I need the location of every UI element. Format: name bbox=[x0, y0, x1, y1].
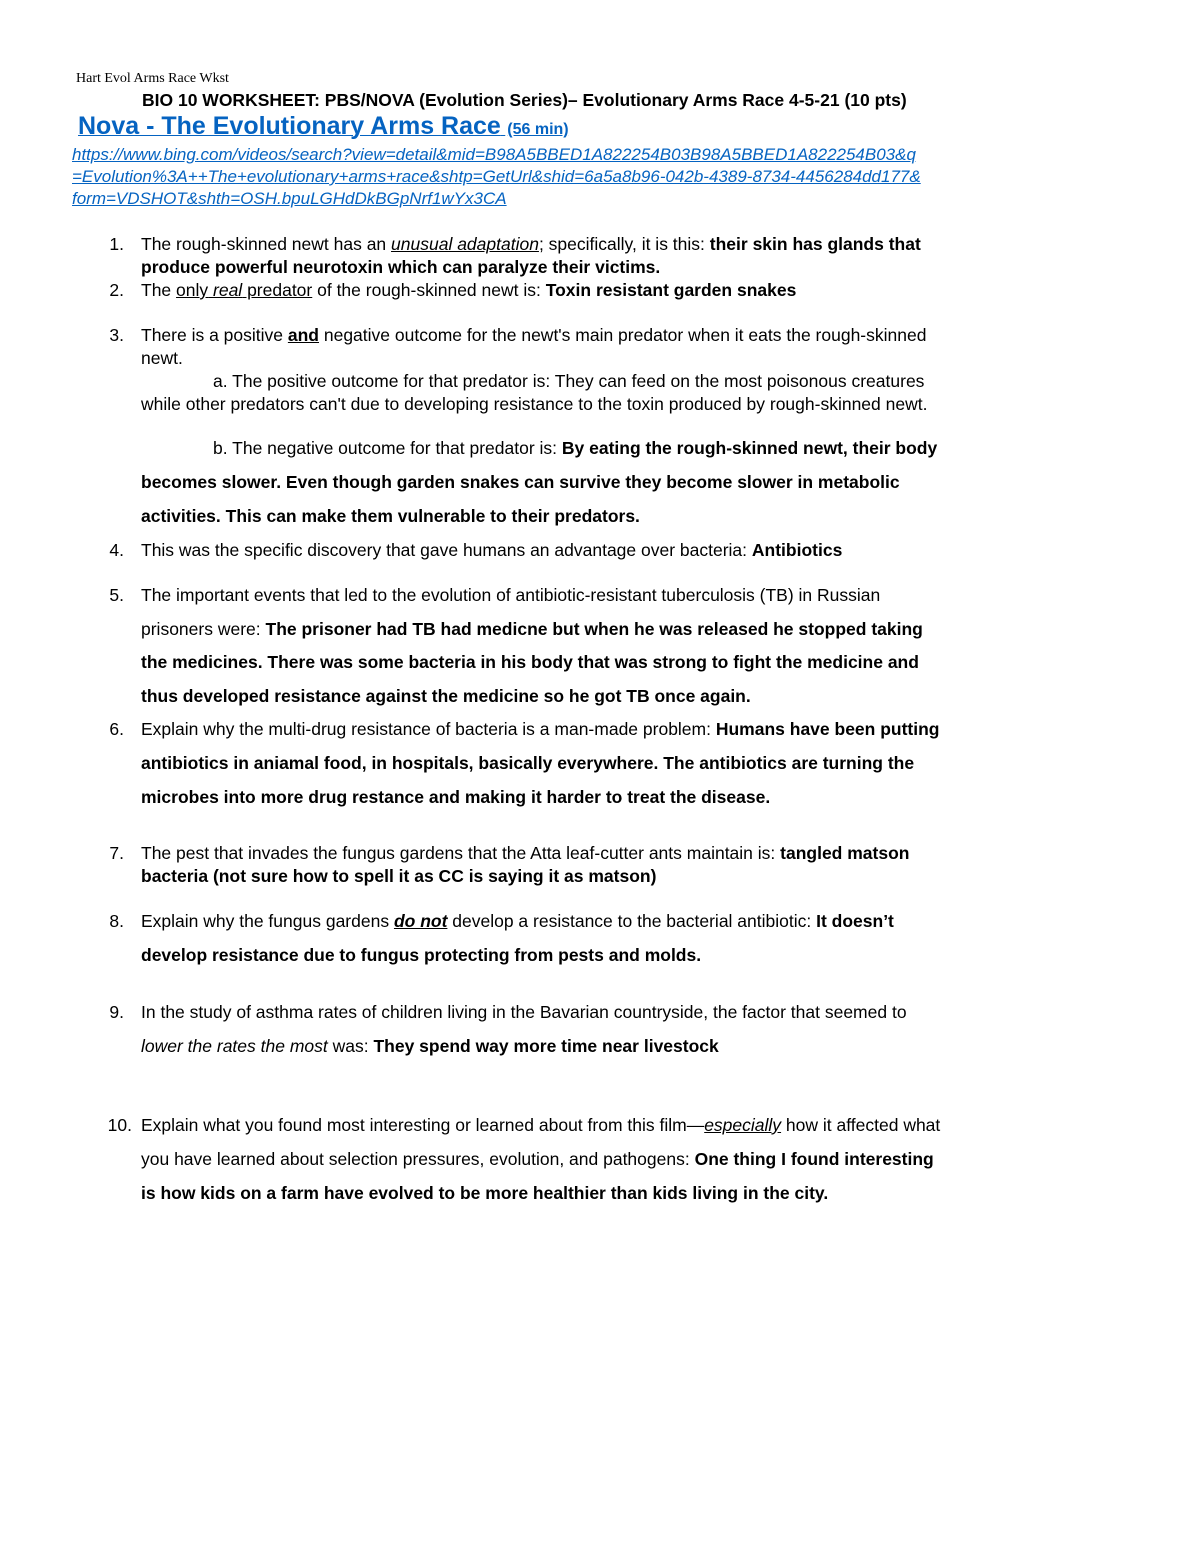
prompt-text: prisoners were: bbox=[141, 619, 266, 639]
emphasis-text: and bbox=[287, 325, 319, 345]
video-title-link[interactable] bbox=[78, 112, 569, 141]
url-line: =Evolution%3A++The+evolutionary+arms+race&shtp=GetUrl&shid=6a5a8b96-042b-4389-8734-4456284dd177& bbox=[72, 167, 921, 186]
question-number: 9. bbox=[109, 1002, 124, 1022]
prompt-text: The rough-skinned newt has an bbox=[141, 234, 392, 254]
answer-text: the medicines. There was some bacteria in his body that was strong to fight the medicine and bbox=[141, 652, 919, 672]
prompt-text: There is a positive bbox=[141, 325, 288, 345]
answer-text: The prisoner had TB had medicne but when he was released he stopped taking bbox=[265, 619, 923, 639]
prompt-text: develop a resistance to the bacterial antibiotic: bbox=[447, 911, 817, 931]
answer-text: tangled matson bbox=[780, 843, 910, 863]
url-line: form=VDSHOT&shth=OSH.bpuLGHdDkBGpNrf1wYx3CA bbox=[72, 189, 507, 208]
answer-text: while other predators can't due to developing resistance to the toxin produced by rough-skinned newt. bbox=[141, 394, 928, 414]
video-title: Nova - The Evolutionary Arms Race bbox=[78, 112, 501, 140]
video-length: (56 min) bbox=[507, 121, 569, 138]
prompt-text: of the rough-skinned newt is: bbox=[312, 280, 546, 300]
question-number: 3. bbox=[109, 325, 124, 345]
question-line bbox=[141, 1114, 940, 1136]
worksheet-title: BIO 10 WORKSHEET: PBS/NOVA (Evolution Series)– Evolutionary Arms Race 4-5-21 (10 pts) bbox=[142, 90, 907, 110]
url-line: https://www.bing.com/videos/search?view=detail&mid=B98A5BBED1A822254B03B98A5BBED1A822254B03&q bbox=[72, 145, 916, 164]
answer-text: Humans have been putting bbox=[715, 719, 940, 739]
question-number: 2. bbox=[109, 280, 124, 300]
answer-text: their skin has glands that bbox=[709, 234, 921, 254]
answer-text: microbes into more drug restance and making it harder to treat the disease. bbox=[141, 787, 771, 807]
question-line bbox=[141, 842, 909, 864]
emphasis-text bbox=[176, 280, 312, 300]
emphasis-text: predator bbox=[242, 280, 313, 300]
emphasis-text: only bbox=[176, 280, 209, 300]
video-url-link[interactable] bbox=[72, 144, 1072, 210]
prompt-text: newt. bbox=[141, 348, 183, 368]
prompt-text: In the study of asthma rates of children living in the Bavarian countryside, the factor that seemed to bbox=[141, 1002, 907, 1022]
question-number: 6. bbox=[109, 719, 124, 739]
answer-text: is how kids on a farm have evolved to be more healthier than kids living in the city. bbox=[141, 1183, 829, 1203]
question-line bbox=[141, 539, 842, 561]
question-line bbox=[213, 437, 937, 459]
prompt-text: was: bbox=[327, 1036, 374, 1056]
answer-text: antibiotics in aniamal food, in hospitals, basically everywhere. The antibiotics are turning the bbox=[141, 753, 915, 773]
prompt-text: negative outcome for the newt's main predator when it eats the rough-skinned bbox=[319, 325, 927, 345]
question-line bbox=[141, 718, 939, 740]
answer-text: thus developed resistance against the medicine so he got TB once again. bbox=[141, 686, 751, 706]
answer-text: One thing I found interesting bbox=[694, 1149, 934, 1169]
emphasis-text: unusual adaptation bbox=[391, 234, 539, 254]
question-number: 5. bbox=[109, 585, 124, 605]
answer-text: By eating the rough-skinned newt, their body bbox=[561, 438, 938, 458]
question-line bbox=[141, 910, 894, 932]
question-number: 1. bbox=[109, 234, 124, 254]
question-line bbox=[141, 1035, 719, 1057]
prompt-text: you have learned about selection pressures, evolution, and pathogens: bbox=[141, 1149, 695, 1169]
answer-text: develop resistance due to fungus protecting from pests and molds. bbox=[141, 945, 702, 965]
prompt-text: Explain why the multi-drug resistance of bacteria is a man-made problem: bbox=[141, 719, 716, 739]
emphasis-text: lower the rates the most bbox=[141, 1036, 328, 1056]
prompt-text: This was the specific discovery that gave humans an advantage over bacteria: bbox=[141, 540, 752, 560]
emphasis-text: real bbox=[213, 280, 243, 300]
prompt-text: The bbox=[141, 280, 177, 300]
prompt-text: The important events that led to the evolution of antibiotic-resistant tuberculosis (TB) in Russian bbox=[141, 585, 881, 605]
answer-text: bacteria (not sure how to spell it as CC is saying it as matson) bbox=[141, 866, 657, 886]
answer-text: a. The positive outcome for that predator is: They can feed on the most poisonous creatures bbox=[213, 371, 925, 391]
question-number: 7. bbox=[109, 843, 124, 863]
answer-text: becomes slower. Even though garden snakes can survive they become slower in metabolic bbox=[141, 472, 900, 492]
prompt-text: The pest that invades the fungus gardens that the Atta leaf-cutter ants maintain is: bbox=[141, 843, 781, 863]
prompt-text: ; specifically, it is this: bbox=[538, 234, 710, 254]
question-number: 10. bbox=[107, 1115, 132, 1135]
question-number: 4. bbox=[109, 540, 124, 560]
prompt-text: b. The negative outcome for that predator is: bbox=[213, 438, 562, 458]
prompt-text: how it affected what bbox=[781, 1115, 941, 1135]
answer-text: It doesn’t bbox=[816, 911, 894, 931]
question-line bbox=[141, 233, 921, 255]
emphasis-text: do not bbox=[393, 911, 448, 931]
answer-text: Toxin resistant garden snakes bbox=[545, 280, 797, 300]
answer-text: Antibiotics bbox=[751, 540, 843, 560]
header-note: Hart Evol Arms Race Wkst bbox=[76, 71, 229, 86]
prompt-text: Explain what you found most interesting or learned about from this film— bbox=[141, 1115, 705, 1135]
prompt-text: Explain why the fungus gardens bbox=[141, 911, 394, 931]
emphasis-text: especially bbox=[704, 1115, 782, 1135]
answer-text: produce powerful neurotoxin which can paralyze their victims. bbox=[141, 257, 661, 277]
question-line bbox=[141, 1148, 934, 1170]
answer-text: activities. This can make them vulnerable to their predators. bbox=[141, 506, 640, 526]
question-line bbox=[141, 618, 923, 640]
question-line bbox=[141, 324, 926, 346]
question-line bbox=[141, 279, 796, 301]
answer-text: They spend way more time near livestock bbox=[373, 1036, 719, 1056]
question-number: 8. bbox=[109, 911, 124, 931]
